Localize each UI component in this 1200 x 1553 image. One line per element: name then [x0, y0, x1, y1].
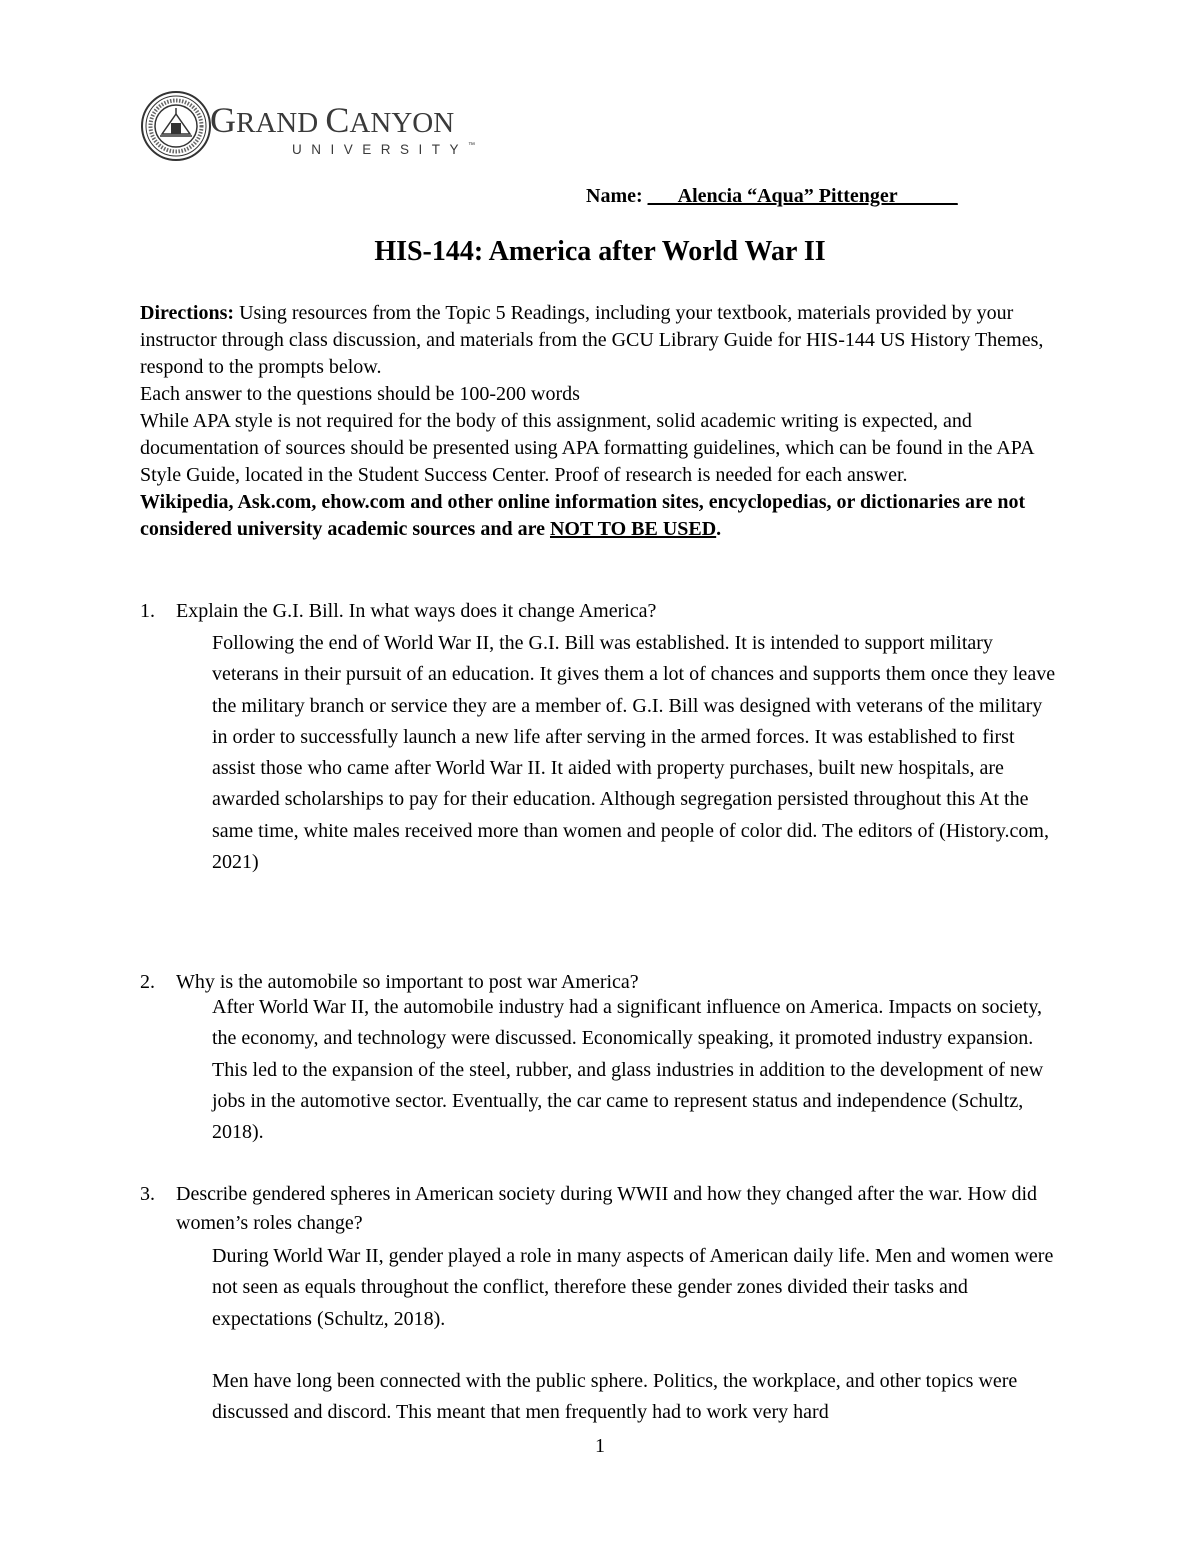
- directions-label: Directions:: [140, 302, 235, 324]
- question-number: 2.: [140, 971, 155, 993]
- page-number: 1: [595, 1435, 605, 1457]
- directions-block: [140, 300, 1070, 543]
- page-title: HIS-144: America after World War II: [374, 236, 826, 267]
- question-number: 3.: [140, 1183, 155, 1205]
- university-logo: [140, 90, 476, 170]
- sources-warning: Wikipedia, Ask.com, ehow.com and other online information sites, encyclopedias, or dictionaries are not considered university academic sources and are NOT TO BE USED.: [140, 491, 1026, 540]
- logo-subtitle: UNIVERSITY™: [292, 142, 476, 157]
- directions-text: Using resources from the Topic 5 Readings, including your textbook, materials provided by your instructor through class discussion, and materials from the GCU Library Guide for HIS-144 US History Themes, respond to the prompts below.: [140, 302, 1044, 378]
- university-seal-icon: [140, 90, 212, 162]
- name-value: ___Alencia “Aqua” Pittenger______: [647, 185, 958, 207]
- answer-3: [212, 1241, 1062, 1428]
- question-text: Explain the G.I. Bill. In what ways does it change America?: [176, 600, 657, 622]
- question-number: 1.: [140, 600, 155, 622]
- answer-paragraph: During World War II, gender played a role in many aspects of American daily life. Men and women were not seen as equals throughout the conflict, therefore these gender zones divided their tasks and expectations (Schultz, 2018).: [212, 1245, 1054, 1330]
- question-text: Why is the automobile so important to post war America?: [176, 971, 639, 993]
- apa-note: While APA style is not required for the body of this assignment, solid academic writing is expected, and documentation of sources should be presented using APA formatting guidelines, which can be found in the APA Style Guide, located in the Student Success Center. Proof of research is needed for each answer.: [140, 410, 1034, 486]
- answer-paragraph: After World War II, the automobile industry had a significant influence on America. Impacts on society, the economy, and technology were discussed. Economically speaking, it promoted industry expansion. This led to the expansion of the steel, rubber, and glass industries in addition to the development of new jobs in the automotive sector. Eventually, the car came to represent status and independence (Schultz, 2018).: [212, 996, 1044, 1144]
- answer-2: [212, 992, 1062, 1148]
- logo-wordmark: GRAND CANYON: [210, 100, 455, 140]
- question-text: Describe gendered spheres in American society during WWII and how they changed after the war. How did women’s roles change?: [176, 1183, 1037, 1234]
- name-label: Name:: [586, 185, 643, 207]
- answer-paragraph: Following the end of World War II, the G.I. Bill was established. It is intended to support military veterans in their pursuit of an education. It gives them a lot of chances and supports them once they leave the military branch or service they are a member of. G.I. Bill was designed with veterans of the military in order to successfully launch a new life after serving in the armed forces. It was established to first assist those who came after World War II. It aided with property purchases, built new hospitals, are awarded scholarships to pay for their education. Although segregation persisted throughout this At the same time, white males received more than women and people of color did. The editors of (History.com, 2021): [212, 632, 1056, 874]
- word-count-note: Each answer to the questions should be 100-200 words: [140, 383, 580, 405]
- student-name-line: [586, 185, 958, 208]
- not-to-be-used: NOT TO BE USED: [549, 518, 717, 540]
- answer-1: [212, 628, 1062, 878]
- answer-paragraph: Men have long been connected with the public sphere. Politics, the workplace, and other topics were discussed and discord. This meant that men frequently had to work very hard: [212, 1369, 1018, 1424]
